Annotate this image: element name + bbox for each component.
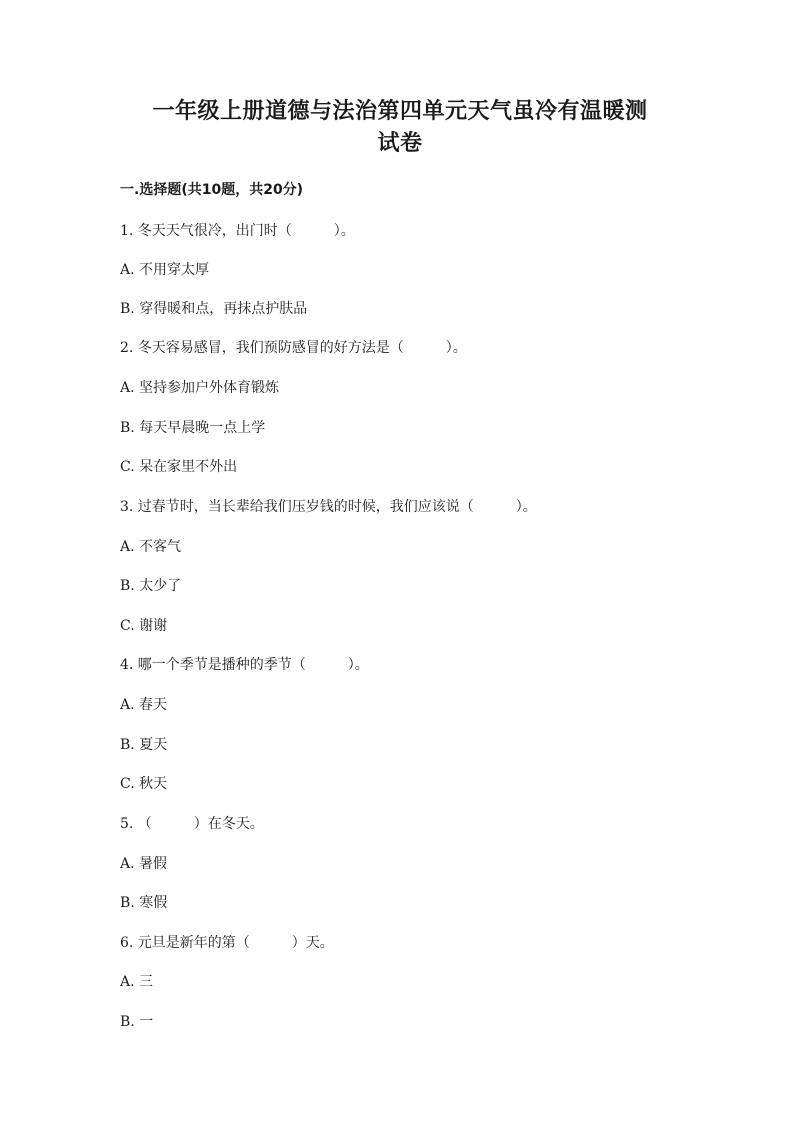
q2-option-b: B. 每天早晨晚一点上学 xyxy=(120,420,266,436)
question-2: 2. 冬天容易感冒，我们预防感冒的好方法是（ ）。 xyxy=(120,340,467,356)
q1-option-a: A. 不用穿太厚 xyxy=(120,262,210,278)
q2-option-c: C. 呆在家里不外出 xyxy=(120,459,238,475)
title-line-2: 试卷 xyxy=(377,131,423,156)
title-line-1: 一年级上册道德与法治第四单元天气虽冷有温暖测 xyxy=(152,99,648,124)
page-title xyxy=(120,96,680,160)
q2-option-a: A. 坚持参加户外体育锻炼 xyxy=(120,380,280,396)
q5-option-a: A. 暑假 xyxy=(120,856,168,872)
q6-option-a: A. 三 xyxy=(120,974,154,990)
q3-option-b: B. 太少了 xyxy=(120,578,182,594)
q4-option-a: A. 春天 xyxy=(120,697,168,713)
question-3: 3. 过春节时，当长辈给我们压岁钱的时候，我们应该说（ ）。 xyxy=(120,499,537,515)
question-5: 5. （ ）在冬天。 xyxy=(120,816,264,832)
q5-option-b: B. 寒假 xyxy=(120,895,168,911)
question-4: 4. 哪一个季节是播种的季节（ ）。 xyxy=(120,657,369,673)
q1-option-b: B. 穿得暖和点，再抹点护肤品 xyxy=(120,301,308,317)
q3-option-a: A. 不客气 xyxy=(120,539,182,555)
question-1: 1. 冬天天气很冷，出门时（ ）。 xyxy=(120,223,355,239)
q3-option-c: C. 谢谢 xyxy=(120,618,168,634)
question-6: 6. 元旦是新年的第（ ）天。 xyxy=(120,935,334,951)
section-heading: 一.选择题(共10题，共20分) xyxy=(120,182,304,198)
q4-option-b: B. 夏天 xyxy=(120,737,168,753)
q4-option-c: C. 秋天 xyxy=(120,776,168,792)
q6-option-b: B. 一 xyxy=(120,1014,154,1030)
